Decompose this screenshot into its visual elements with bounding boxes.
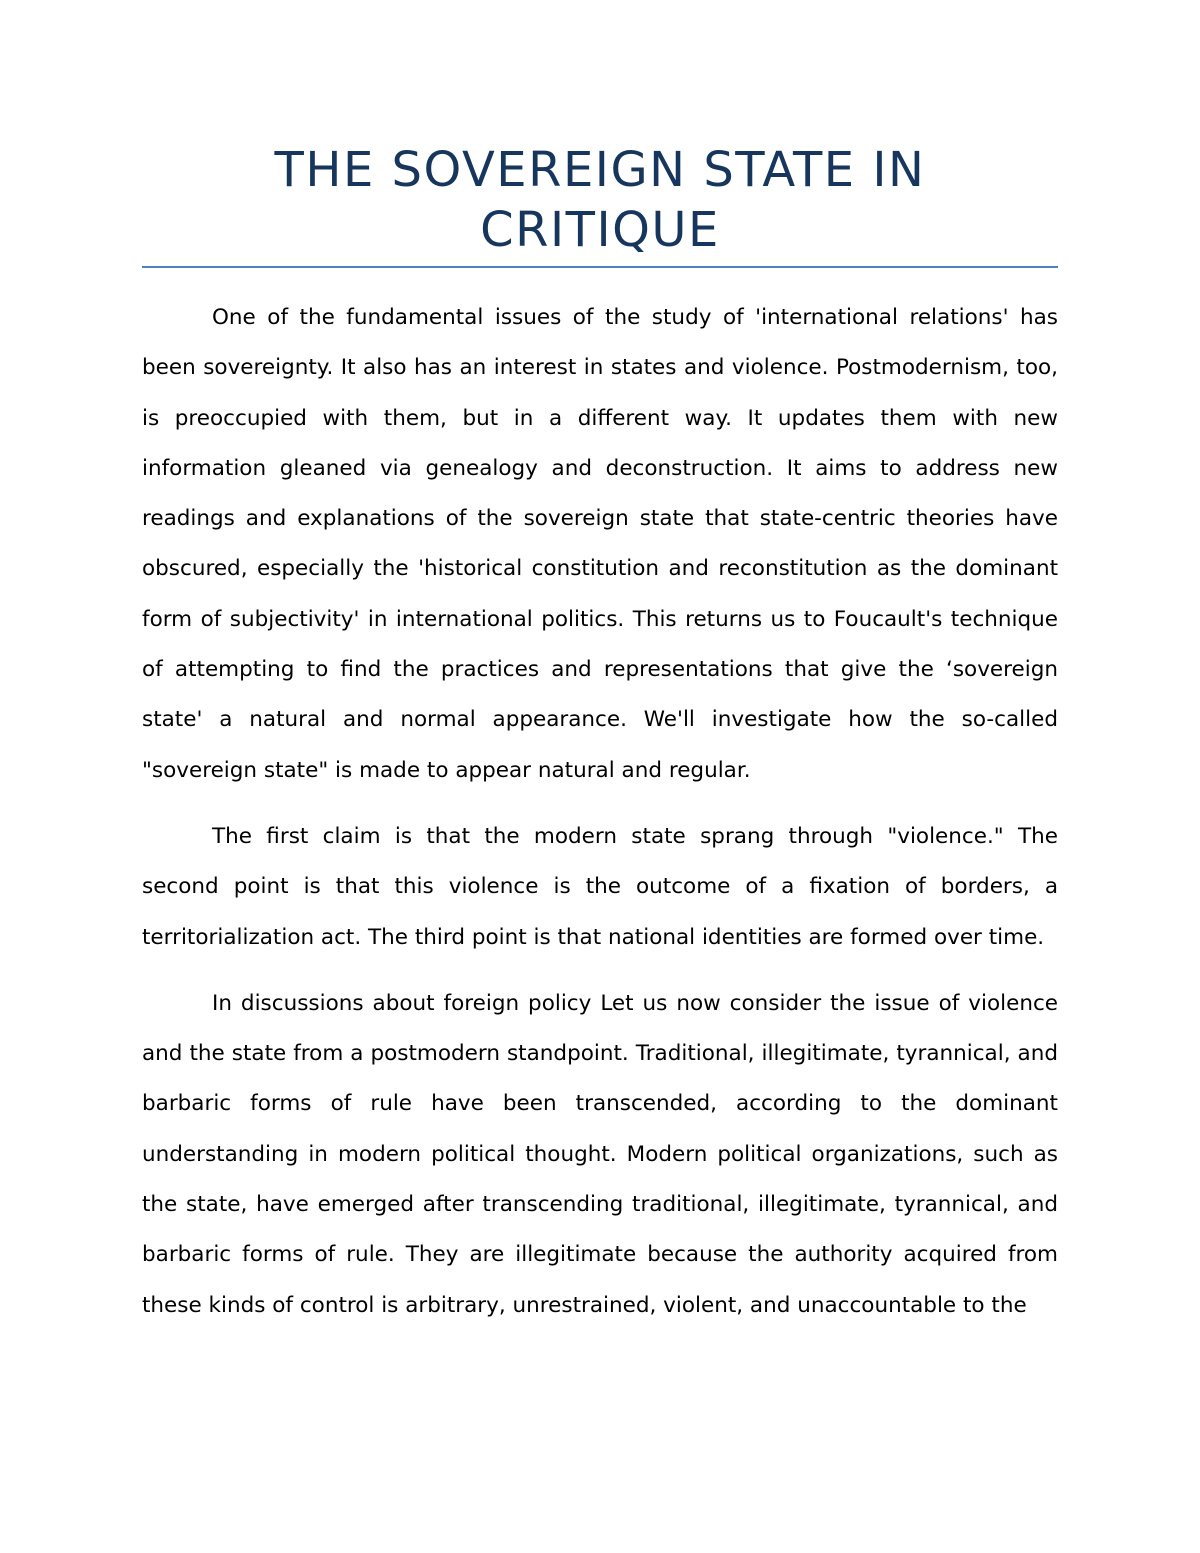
- title-line-2: CRITIQUE: [480, 202, 720, 258]
- document-body: [142, 293, 1058, 1347]
- title-line-1: THE SOVEREIGN STATE IN: [274, 142, 926, 198]
- paragraph-3: In discussions about foreign policy Let us now consider the issue of violence and the state from a postmodern standpoint. Traditional, illegitimate, tyrannical, and barbaric forms of rule have been transcended, according to the dominant understanding in modern political thought. Modern political organizations, such as the state, have emerged after transcending traditional, illegitimate, tyrannical, and barbaric forms of rule. They are illegitimate because the authority acquired from these kinds of control is arbitrary, unrestrained, violent, and unaccountable to the: [142, 990, 1058, 1318]
- title-underline-rule: [142, 266, 1058, 268]
- paragraph-1: One of the fundamental issues of the study of 'international relations' has been sovereignty. It also has an interest in states and violence. Postmodernism, too, is preoccupied with them, but in a different way. It updates them with new information gleaned via genealogy and deconstruction. It aims to address new readings and explanations of the sovereign state that state-centric theories have obscured, especially the 'historical constitution and reconstitution as the dominant form of subjectivity' in international politics. This returns us to Foucault's technique of attempting to find the practices and representations that give the ‘sovereign state' a natural and normal appearance. We'll investigate how the so-called "sovereign state" is made to appear natural and regular.: [142, 305, 1058, 783]
- page-title: [142, 140, 1058, 260]
- paragraph-2: The first claim is that the modern state sprang through "violence." The second point is that this violence is the outcome of a fixation of borders, a territorialization act. The third point is that national identities are formed over time.: [142, 823, 1058, 950]
- title-block: [142, 140, 1058, 260]
